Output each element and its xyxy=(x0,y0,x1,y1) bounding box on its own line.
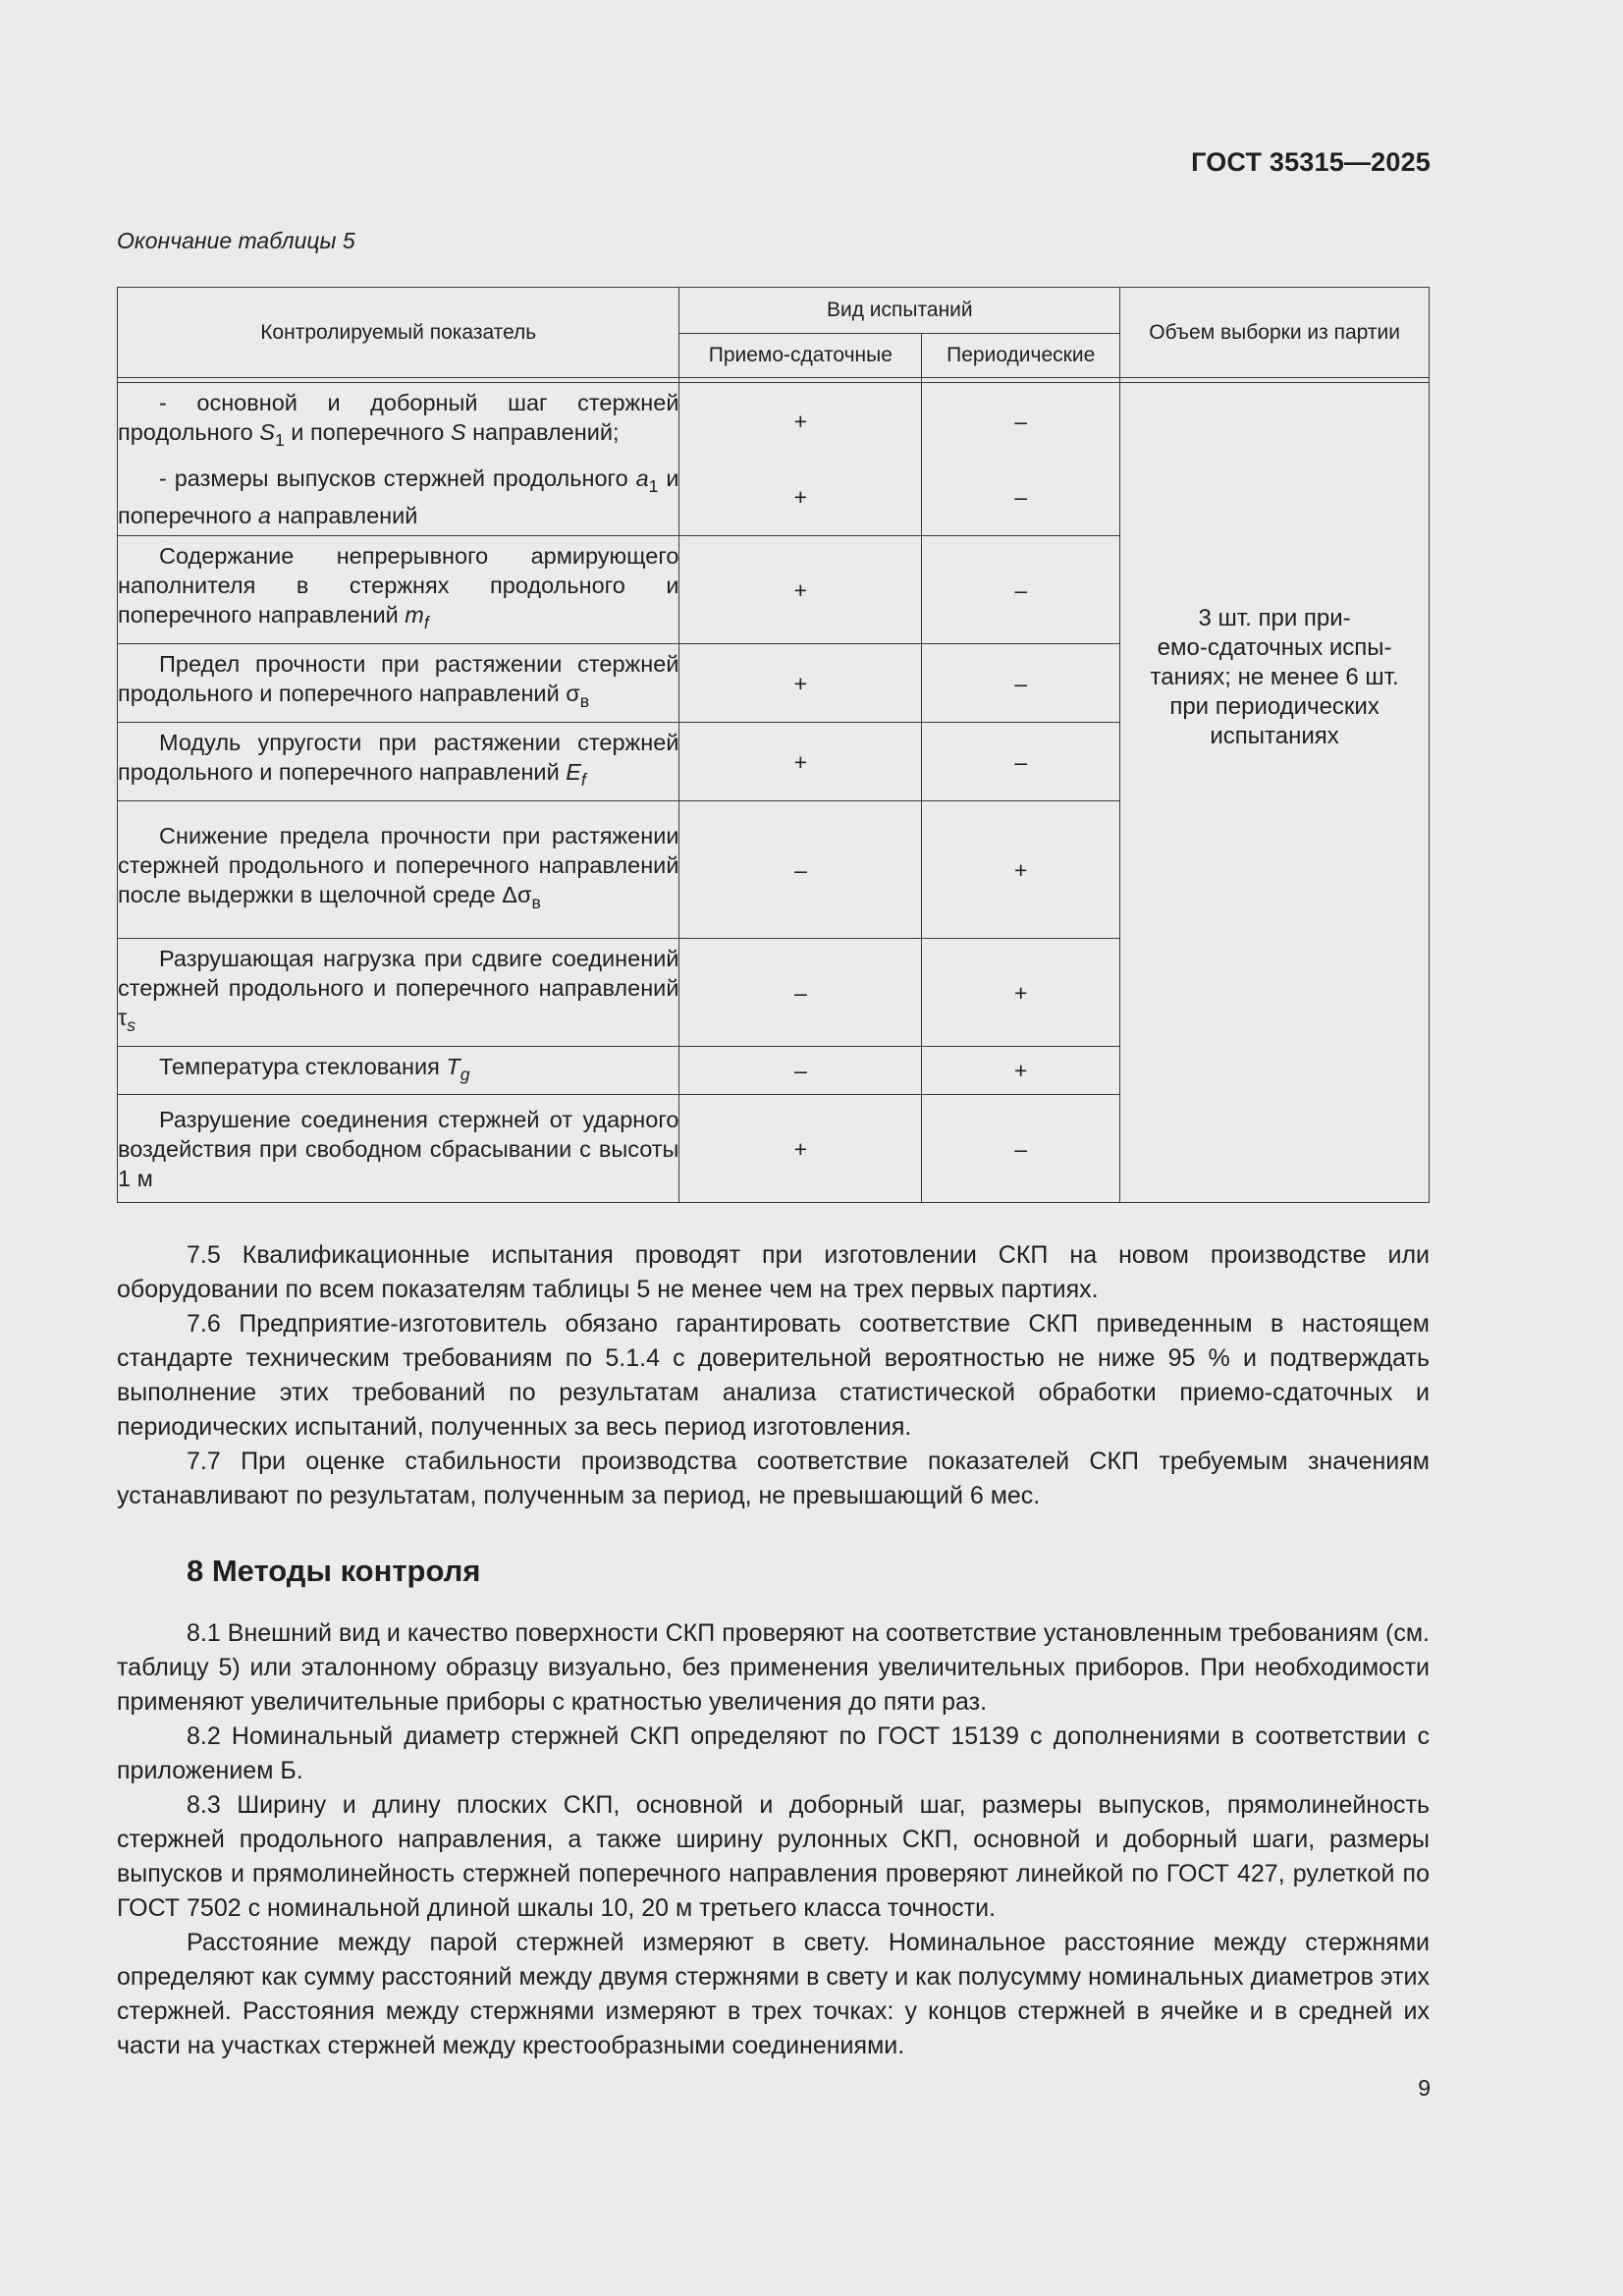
parameter-cell: Предел прочности при растяжении стержней продольного и поперечного направлений $\sigma_в$ xyxy=(118,644,679,723)
table-caption: Окончание таблицы 5 xyxy=(117,228,355,253)
acceptance-mark: + xyxy=(679,536,922,644)
periodic-mark: – xyxy=(922,1095,1120,1203)
periodic-mark: – xyxy=(922,644,1120,723)
parameter-cell: Снижение предела прочности при растяжении стержней продольного и поперечного направлений после выдержки в щелочной среде $\Delta\sigma_в$ xyxy=(118,801,679,939)
periodic-mark: – xyxy=(922,383,1120,460)
acceptance-mark: + xyxy=(679,460,922,536)
table-row xyxy=(118,383,1430,460)
header-test-type: Вид испытаний xyxy=(679,288,1120,334)
acceptance-mark: – xyxy=(679,801,922,939)
paragraph-7-7: 7.7 При оценке стабильности производства соответствие показателей СКП требуемым значениям устанавливают по результатам, полученным за период, не превышающий 6 мес. xyxy=(117,1448,1430,1509)
paragraph-8-2: 8.2 Номинальный диаметр стержней СКП определяют по ГОСТ 15139 с дополнениями в соответствии с приложением Б. xyxy=(117,1722,1430,1784)
paragraph-7-5: 7.5 Квалификационные испытания проводят при изготовлении СКП на новом производстве или оборудовании по всем показателям таблицы 5 не менее чем на трех первых партиях. xyxy=(117,1241,1430,1303)
paragraph-8-3-continued: Расстояние между парой стержней измеряют в свету. Номинальное расстояние между стержнями определяют как сумму расстояний между двумя стержнями в свету и как полусумму номинальных диаметров этих стержней. Расстояния между стержнями измеряют в трех точках: у концов стержней в ячейке и в средней их части на участках стержней между крестообразными соединениями. xyxy=(117,1929,1430,2059)
acceptance-mark: + xyxy=(679,644,922,723)
periodic-mark: + xyxy=(922,801,1120,939)
header-sample-size: Объем выборки из партии xyxy=(1120,288,1430,378)
parameter-cell: Разрушающая нагрузка при сдвиге соединений стержней продольного и поперечного направлений $\tau_s$ xyxy=(118,939,679,1047)
sample-size-cell: 3 шт. при при- емо-сдаточных испы- таниях; не менее 6 шт. при периодических испытаниях xyxy=(1120,383,1430,1203)
page-number: 9 xyxy=(1418,2075,1431,2101)
paragraph-7-6: 7.6 Предприятие-изготовитель обязано гарантировать соответствие СКП приведенным в настоящем стандарте техническим требованиям по 5.1.4 с доверительной вероятностью не ниже 95 % и подтверждать выполнение этих требований по результатам анализа статистической обработки приемо-сдаточных и периодических испытаний, полученных за весь период изготовления. xyxy=(117,1310,1430,1441)
parameter-cell: - размеры выпусков стержней продольного $a_1$ и поперечного a направлений xyxy=(118,460,679,536)
parameter-cell: - основной и доборный шаг стержней продольного $S_1$ и поперечного S направлений; xyxy=(118,383,679,460)
acceptance-mark: + xyxy=(679,383,922,460)
header-acceptance: Приемо-сдаточные xyxy=(679,334,922,378)
section-8-title: 8 Методы контроля xyxy=(187,1554,481,1588)
periodic-mark: – xyxy=(922,536,1120,644)
section-8-paragraphs xyxy=(117,1616,1430,2063)
section-7-paragraphs xyxy=(117,1238,1430,1513)
parameter-cell: Разрушение соединения стержней от ударного воздействия при свободном сбрасывании с высоты 1 м xyxy=(118,1095,679,1203)
periodic-mark: + xyxy=(922,1047,1120,1095)
paragraph-8-3: 8.3 Ширину и длину плоских СКП, основной и доборный шаг, размеры выпусков, прямолинейность стержней продольного направления, а также ширину рулонных СКП, основной и доборный шаги, размеры выпусков и прямолинейность стержней поперечного направления проверяют линейкой по ГОСТ 427, рулеткой по ГОСТ 7502 с номинальной длиной шкалы 10, 20 м третьего класса точности. xyxy=(117,1791,1430,1922)
acceptance-mark: – xyxy=(679,939,922,1047)
header-periodic: Периодические xyxy=(922,334,1120,378)
parameter-cell: Температура стеклования $T_g$ xyxy=(118,1047,679,1095)
acceptance-mark: – xyxy=(679,1047,922,1095)
control-table xyxy=(117,287,1430,1203)
parameter-cell: Содержание непрерывного армирующего наполнителя в стержнях продольного и поперечного направлений $m_f$ xyxy=(118,536,679,644)
acceptance-mark: + xyxy=(679,1095,922,1203)
periodic-mark: – xyxy=(922,460,1120,536)
periodic-mark: – xyxy=(922,723,1120,801)
document-code: ГОСТ 35315—2025 xyxy=(1191,147,1431,177)
parameter-cell: Модуль упругости при растяжении стержней продольного и поперечного направлений $E_f$ xyxy=(118,723,679,801)
paragraph-8-1: 8.1 Внешний вид и качество поверхности СКП проверяют на соответствие установленным требованиям (см. таблицу 5) или эталонному образцу визуально, без применения увеличительных приборов. При необходимости применяют увеличительные приборы с кратностью увеличения до пяти раз. xyxy=(117,1619,1430,1716)
header-parameter: Контролируемый показатель xyxy=(118,288,679,378)
acceptance-mark: + xyxy=(679,723,922,801)
periodic-mark: + xyxy=(922,939,1120,1047)
